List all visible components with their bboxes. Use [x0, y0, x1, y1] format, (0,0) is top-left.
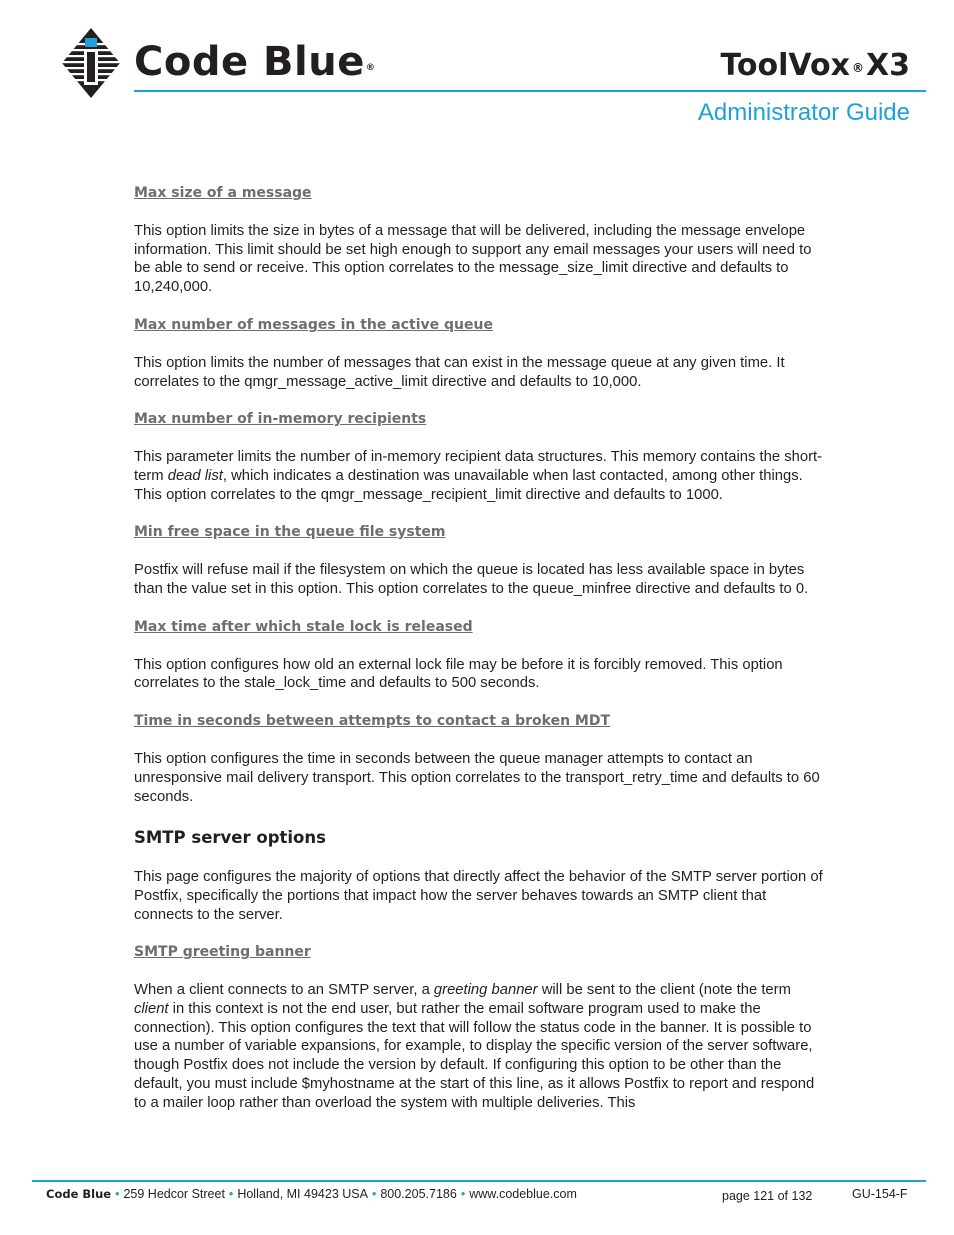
footer-separator: • — [228, 1187, 234, 1201]
section-title-smtp-server-options: SMTP server options — [134, 828, 326, 848]
product-registered-mark: ® — [851, 61, 864, 75]
emphasis-greeting-banner: greeting banner — [433, 982, 538, 999]
subheading-active-queue: Max number of messages in the active queue — [134, 316, 493, 333]
footer-website[interactable]: www.codeblue.com — [469, 1187, 577, 1201]
paragraph-broken-mdt: This option configures the time in seconds between the queue manager attempts to contact an unresponsive mail delivery transport. This option correlates to the transport_retry_time and defaults to 60 seconds. — [134, 751, 820, 805]
page-number: page 121 of 132 — [722, 1189, 813, 1203]
footer-brand: Code Blue — [46, 1187, 112, 1201]
subheading-in-memory-recipients: Max number of in-memory recipients — [134, 411, 427, 428]
subheading-max-message-size: Max size of a message — [134, 185, 312, 201]
footer-separator: • — [115, 1187, 120, 1201]
main-content — [134, 184, 824, 1112]
product-title — [720, 48, 910, 84]
emphasis-dead-list: dead list — [167, 467, 223, 484]
brand-name: Code Blue — [134, 39, 365, 85]
paragraph-smtp-greeting-banner: When a client connects to an SMTP server, a greeting banner will be sent to the client (note the term client in this context is not the end user, but rather the email software program used to make the connection). This option configures the text that will follow the status code in the banner. It is possible to use a number of variable expansions, for example, to display the specific version of the server software, though Postfix does not include the version by default. If configuring this option to be other than the default, you must include $myhostname at the start of this line, as it allows Postfix to report and respond to a mailer loop rather than overload the system with multiple deliveries. This — [134, 982, 815, 1111]
footer-divider — [32, 1180, 926, 1182]
subheading-broken-mdt: Time in seconds between attempts to contact a broken MDT — [134, 713, 611, 730]
brand-registered-mark: ® — [365, 63, 376, 73]
code-blue-tower-icon — [56, 28, 126, 98]
subheading-stale-lock: Max time after which stale lock is released — [134, 618, 473, 635]
subheading-smtp-greeting-banner: SMTP greeting banner — [134, 944, 311, 961]
footer-phone: 800.205.7186 — [380, 1187, 457, 1201]
footer-city: Holland, MI 49423 USA — [237, 1187, 368, 1201]
paragraph-queue-free-space: Postfix will refuse mail if the filesystem on which the queue is located has less available space in bytes than the value set in this option. This option correlates to the queue_minfree directive and defaults to 0. — [134, 562, 809, 598]
document-subtitle: Administrator Guide — [697, 99, 910, 126]
footer-separator: • — [371, 1187, 377, 1201]
header-divider — [134, 90, 926, 92]
product-suffix: X3 — [865, 48, 910, 83]
product-name: ToolVox — [720, 48, 850, 83]
footer-contact — [46, 1186, 577, 1202]
paragraph-smtp-server-options: This page configures the majority of options that directly affect the behavior of the SMTP server portion of Postfix, specifically the portions that impact how the server behaves towards an SMTP client that connects to the server. — [134, 869, 823, 923]
paragraph-stale-lock: This option configures how old an external lock file may be before it is forcibly removed. This option correlates to the stale_lock_time and defaults to 500 seconds. — [134, 656, 783, 692]
document-code: GU-154-F — [852, 1187, 908, 1201]
paragraph-active-queue: This option limits the number of messages that can exist in the message queue at any given time. It correlates to the qmgr_message_active_limit directive and defaults to 10,000. — [134, 354, 785, 390]
emphasis-client: client — [134, 1001, 169, 1018]
brand-logotype — [134, 38, 375, 86]
paragraph-max-message-size: This option limits the size in bytes of a message that will be delivered, including the message envelope information. This limit should be set high enough to support any email messages your users will need to be able to send or receive. This option correlates to the message_size_limit directive and defaults to 10,240,000. — [134, 223, 812, 296]
paragraph-in-memory-recipients: This parameter limits the number of in-memory recipient data structures. This memory contains the short-term dead list, which indicates a destination was unavailable when last contacted, among other things. This option correlates to the qmgr_message_recipient_limit directive and defaults to 1000. — [134, 449, 823, 503]
subheading-queue-free-space: Min free space in the queue file system — [134, 524, 446, 541]
footer-separator: • — [460, 1187, 466, 1201]
footer-address: 259 Hedcor Street — [123, 1187, 225, 1201]
